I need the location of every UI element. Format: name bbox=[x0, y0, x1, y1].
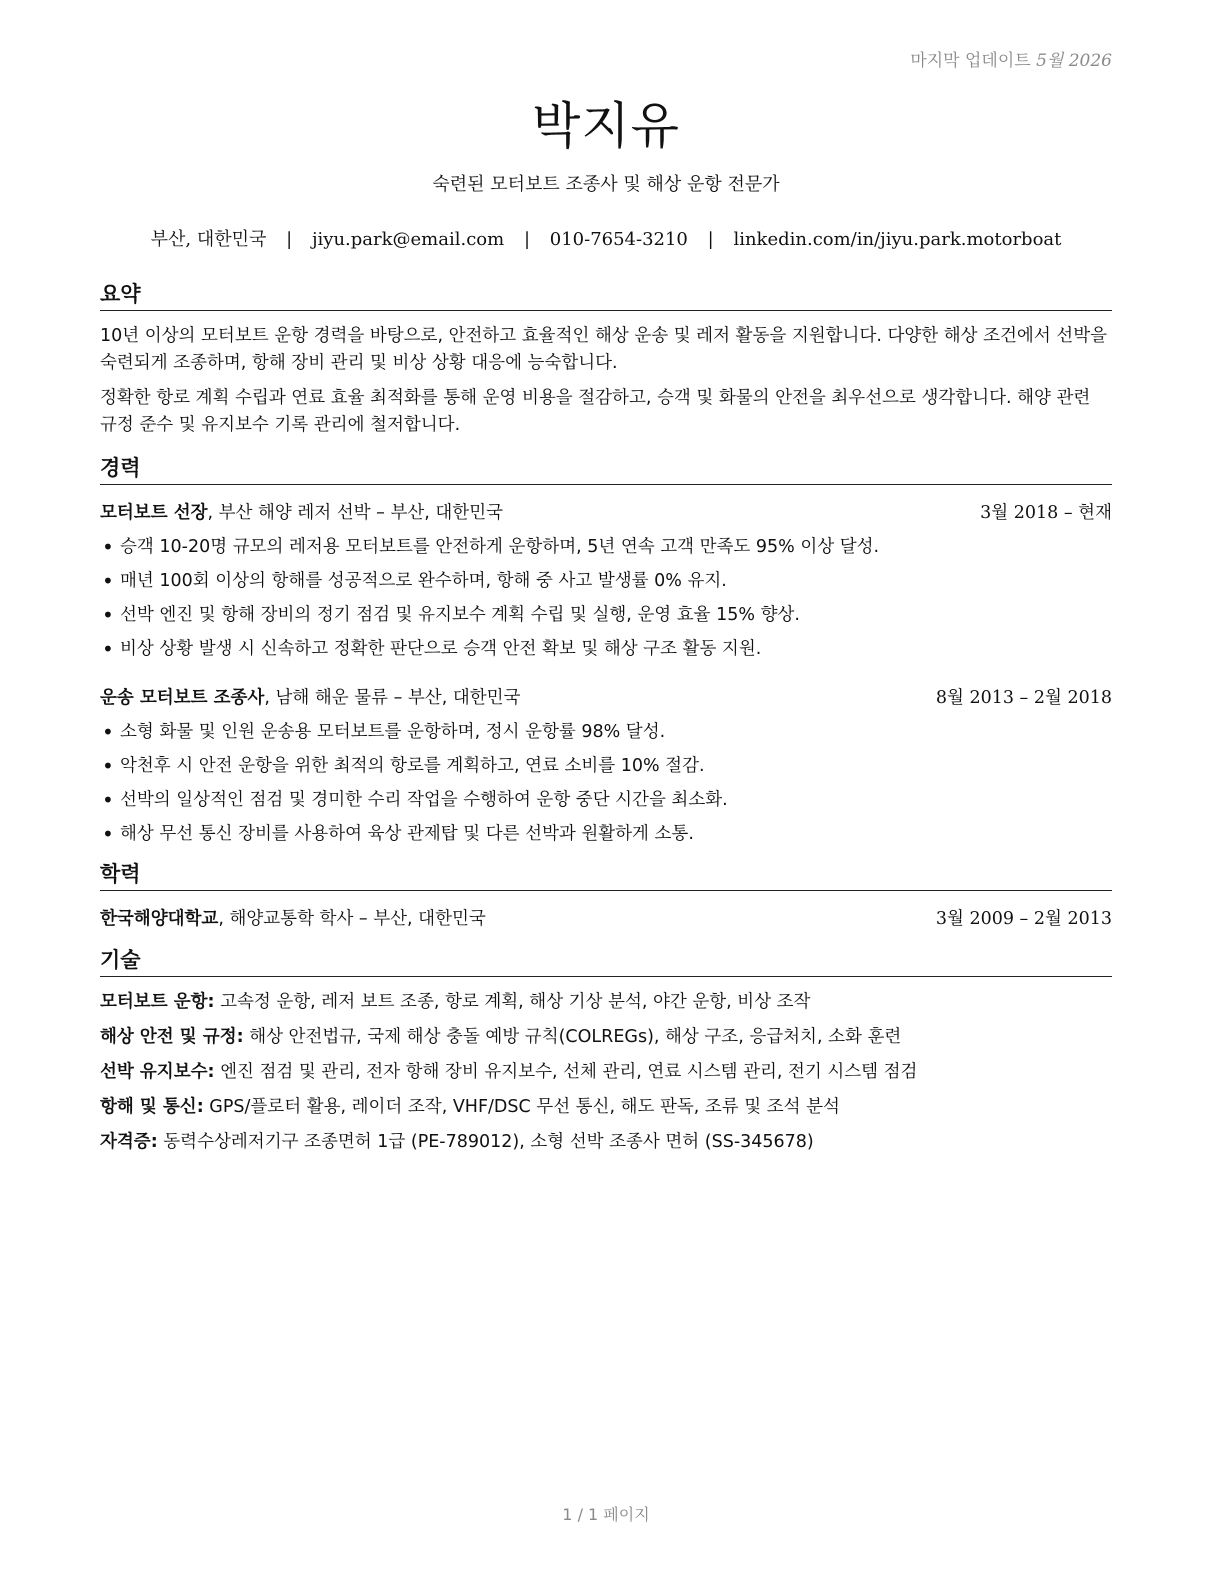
page-indicator: 1 / 1 페이지 bbox=[562, 1505, 650, 1524]
contact-separator: | bbox=[707, 229, 714, 250]
contact-email[interactable]: jiyu.park@email.com bbox=[311, 229, 505, 250]
job-header bbox=[100, 684, 1112, 709]
education-details: , 해양교통학 학사 – 부산, 대한민국 bbox=[218, 909, 486, 929]
job-role: 운송 모터보트 조종사 bbox=[100, 688, 265, 708]
skill-label: 해상 안전 및 규정: bbox=[100, 1027, 244, 1047]
job-details: , 남해 해운 물류 – 부산, 대한민국 bbox=[264, 688, 521, 708]
last-updated-label: 마지막 업데이트 bbox=[910, 51, 1031, 71]
job-bullet: • 선박 엔진 및 항해 장비의 정기 점검 및 유지보수 계획 수립 및 실행, 운영 효율 15% 향상. bbox=[100, 598, 1112, 632]
skill-text: GPS/플로터 활용, 레이더 조작, VHF/DSC 무선 통신, 해도 판독, 조류 및 조석 분석 bbox=[203, 1097, 840, 1117]
job-bullets bbox=[100, 530, 1112, 666]
contact-separator: | bbox=[523, 229, 531, 250]
skill-line bbox=[100, 1055, 1112, 1090]
skill-line bbox=[100, 985, 1112, 1020]
job-dates: 8월 2013 – 2월 2018 bbox=[935, 688, 1112, 708]
candidate-name: 박지유 bbox=[532, 97, 680, 155]
experience-section bbox=[100, 452, 1112, 851]
job-bullet: • 매년 100회 이상의 항해를 성공적으로 완수하며, 항해 중 사고 발생률 0% 유지. bbox=[100, 564, 1112, 598]
job-bullet: • 해상 무선 통신 장비를 사용하여 육상 관제탑 및 다른 선박과 원활하게 소통. bbox=[100, 817, 1112, 851]
skill-label: 자격증: bbox=[100, 1132, 158, 1152]
skill-line bbox=[100, 1125, 1112, 1160]
job-bullet: • 선박의 일상적인 점검 및 경미한 수리 작업을 수행하여 운항 중단 시간을 최소화. bbox=[100, 783, 1112, 817]
skill-label: 선박 유지보수: bbox=[100, 1062, 215, 1082]
summary-paragraph: 정확한 항로 계획 수립과 연료 효율 최적화를 통해 운영 비용을 절감하고, 승객 및 화물의 안전을 최우선으로 생각합니다. 해양 관련 규정 준수 및 유지보수 기록 관리에 철저합니다. bbox=[100, 388, 1091, 435]
job-bullets bbox=[100, 715, 1112, 851]
education-school: 한국해양대학교 bbox=[100, 909, 219, 929]
job-entry bbox=[100, 499, 1112, 666]
job-bullet: • 악천후 시 안전 운항을 위한 최적의 항로를 계획하고, 연료 소비를 10% 절감. bbox=[100, 749, 1112, 783]
section-title-summary: 요약 bbox=[100, 278, 1112, 311]
skill-line bbox=[100, 1090, 1112, 1125]
skill-label: 모터보트 운항: bbox=[100, 992, 215, 1012]
skill-line bbox=[100, 1020, 1112, 1055]
section-title-education: 학력 bbox=[100, 858, 1112, 891]
skill-text: 엔진 점검 및 관리, 전자 항해 장비 유지보수, 선체 관리, 연료 시스템 관리, 전기 시스템 점검 bbox=[214, 1062, 918, 1082]
job-bullet: • 비상 상황 발생 시 신속하고 정확한 판단으로 승객 안전 확보 및 해상 구조 활동 지원. bbox=[100, 632, 1112, 666]
resume-page bbox=[100, 0, 1112, 1584]
section-title-experience: 경력 bbox=[100, 452, 1112, 485]
education-dates: 3월 2009 – 2월 2013 bbox=[935, 909, 1112, 929]
last-updated bbox=[910, 46, 1112, 71]
summary-paragraph: 10년 이상의 모터보트 운항 경력을 바탕으로, 안전하고 효율적인 해상 운송 및 레저 활동을 지원합니다. 다양한 해상 조건에서 선박을 숙련되게 조종하며, 항해 장비 관리 및 비상 상황 대응에 능숙합니다. bbox=[100, 326, 1108, 373]
job-bullet: • 소형 화물 및 인원 운송용 모터보트를 운항하며, 정시 운항률 98% 달성. bbox=[100, 715, 1112, 749]
education-entry bbox=[100, 905, 1112, 930]
skill-text: 동력수상레저기구 조종면허 1급 (PE-789012), 소형 선박 조종사 면허 (SS-345678) bbox=[157, 1132, 814, 1152]
skill-text: 해상 안전법규, 국제 해상 충돌 예방 규칙(COLREGs), 해상 구조, 응급처치, 소화 훈련 bbox=[243, 1027, 902, 1047]
section-title-skills: 기술 bbox=[100, 944, 1112, 977]
job-entry bbox=[100, 684, 1112, 851]
contact-separator: | bbox=[286, 229, 293, 250]
job-bullet: • 승객 10-20명 규모의 레저용 모터보트를 안전하게 운항하며, 5년 연속 고객 만족도 95% 이상 달성. bbox=[100, 530, 1112, 564]
contact-location: 부산, 대한민국 bbox=[150, 229, 267, 250]
job-header bbox=[100, 499, 1112, 524]
contact-line bbox=[100, 225, 1112, 251]
last-updated-date: 5월 2026 bbox=[1036, 51, 1112, 71]
job-dates: 3월 2018 – 현재 bbox=[980, 503, 1112, 523]
job-role: 모터보트 선장 bbox=[100, 503, 208, 523]
skill-label: 항해 및 통신: bbox=[100, 1097, 204, 1117]
skills-section bbox=[100, 944, 1112, 1160]
contact-phone: 010-7654-3210 bbox=[549, 229, 688, 250]
skill-text: 고속정 운항, 레저 보트 조종, 항로 계획, 해상 기상 분석, 야간 운항, 비상 조작 bbox=[214, 992, 811, 1012]
contact-linkedin[interactable]: linkedin.com/in/jiyu.park.motorboat bbox=[733, 229, 1062, 250]
education-section bbox=[100, 858, 1112, 930]
job-details: , 부산 해양 레저 선박 – 부산, 대한민국 bbox=[207, 503, 504, 523]
candidate-subtitle: 숙련된 모터보트 조종사 및 해상 운항 전문가 bbox=[432, 174, 780, 195]
summary-section bbox=[100, 278, 1112, 439]
